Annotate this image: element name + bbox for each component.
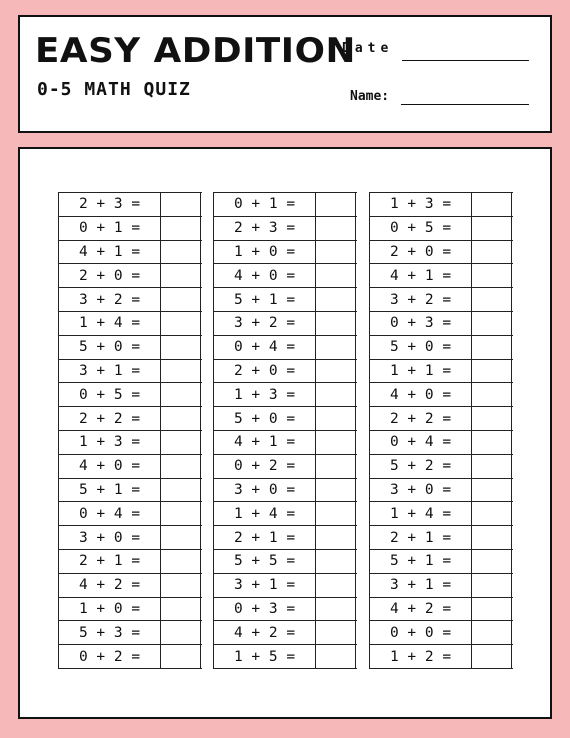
- problem-row: [370, 502, 513, 526]
- answer-box[interactable]: [472, 288, 512, 311]
- problem-row: [59, 621, 202, 645]
- answer-box[interactable]: [161, 407, 201, 430]
- problem-column-2: [213, 192, 357, 669]
- answer-box[interactable]: [161, 574, 201, 597]
- problem-text: 4 + 2 =: [370, 598, 472, 621]
- date-label: Date: [342, 41, 394, 56]
- problem-row: [59, 288, 202, 312]
- problem-row: [59, 336, 202, 360]
- problem-row: [59, 312, 202, 336]
- problem-text: 0 + 1 =: [59, 217, 161, 240]
- header-panel: [18, 15, 552, 133]
- problem-text: 0 + 3 =: [370, 312, 472, 335]
- problem-text: 0 + 3 =: [214, 598, 316, 621]
- problem-row: [59, 193, 202, 217]
- problem-row: [59, 431, 202, 455]
- problem-text: 2 + 0 =: [214, 360, 316, 383]
- answer-box[interactable]: [161, 360, 201, 383]
- answer-box[interactable]: [316, 598, 356, 621]
- problem-row: [214, 360, 357, 384]
- problem-row: [59, 574, 202, 598]
- problem-row: [370, 288, 513, 312]
- problem-row: [370, 550, 513, 574]
- problem-text: 4 + 0 =: [214, 264, 316, 287]
- problem-row: [59, 407, 202, 431]
- answer-box[interactable]: [472, 312, 512, 335]
- problem-text: 5 + 2 =: [370, 455, 472, 478]
- date-line[interactable]: [402, 60, 529, 61]
- problem-text: 4 + 2 =: [214, 621, 316, 644]
- answer-box[interactable]: [472, 479, 512, 502]
- problem-row: [214, 288, 357, 312]
- answer-box[interactable]: [472, 598, 512, 621]
- problem-text: 3 + 1 =: [370, 574, 472, 597]
- answer-box[interactable]: [316, 431, 356, 454]
- problem-row: [214, 193, 357, 217]
- problem-row: [370, 407, 513, 431]
- answer-box[interactable]: [161, 288, 201, 311]
- name-label: Name:: [350, 89, 390, 104]
- answer-box[interactable]: [161, 479, 201, 502]
- answer-box[interactable]: [161, 336, 201, 359]
- problem-row: [214, 455, 357, 479]
- problem-row: [59, 479, 202, 503]
- problem-row: [370, 383, 513, 407]
- answer-box[interactable]: [472, 502, 512, 525]
- answer-box[interactable]: [161, 645, 201, 668]
- problem-row: [370, 526, 513, 550]
- answer-box[interactable]: [316, 217, 356, 240]
- problem-text: 0 + 1 =: [214, 193, 316, 216]
- answer-box[interactable]: [316, 336, 356, 359]
- answer-box[interactable]: [472, 526, 512, 549]
- problem-text: 0 + 5 =: [59, 383, 161, 406]
- problem-row: [214, 574, 357, 598]
- answer-box[interactable]: [161, 598, 201, 621]
- problem-text: 4 + 2 =: [59, 574, 161, 597]
- answer-box[interactable]: [472, 431, 512, 454]
- problem-row: [370, 360, 513, 384]
- problem-row: [59, 264, 202, 288]
- answer-box[interactable]: [316, 621, 356, 644]
- problem-row: [59, 550, 202, 574]
- answer-box[interactable]: [316, 383, 356, 406]
- problem-text: 3 + 0 =: [214, 479, 316, 502]
- answer-box[interactable]: [161, 312, 201, 335]
- problem-row: [214, 621, 357, 645]
- problem-text: 2 + 1 =: [370, 526, 472, 549]
- problem-text: 5 + 1 =: [370, 550, 472, 573]
- answer-box[interactable]: [316, 264, 356, 287]
- problem-row: [370, 645, 513, 669]
- problem-text: 3 + 1 =: [59, 360, 161, 383]
- problem-row: [214, 479, 357, 503]
- problem-text: 5 + 1 =: [59, 479, 161, 502]
- answer-box[interactable]: [316, 288, 356, 311]
- problem-text: 1 + 0 =: [214, 241, 316, 264]
- answer-box[interactable]: [472, 645, 512, 668]
- answer-box[interactable]: [316, 645, 356, 668]
- answer-box[interactable]: [161, 217, 201, 240]
- problem-row: [370, 241, 513, 265]
- problem-row: [214, 241, 357, 265]
- problem-row: [214, 336, 357, 360]
- answer-box[interactable]: [472, 407, 512, 430]
- problem-text: 1 + 3 =: [370, 193, 472, 216]
- problem-text: 1 + 4 =: [370, 502, 472, 525]
- problem-text: 1 + 4 =: [59, 312, 161, 335]
- answer-box[interactable]: [316, 479, 356, 502]
- answer-box[interactable]: [161, 193, 201, 216]
- answer-box[interactable]: [472, 383, 512, 406]
- problem-text: 1 + 4 =: [214, 502, 316, 525]
- problem-text: 2 + 3 =: [59, 193, 161, 216]
- answer-box[interactable]: [472, 574, 512, 597]
- problem-row: [59, 241, 202, 265]
- answer-box[interactable]: [161, 455, 201, 478]
- problem-text: 0 + 2 =: [59, 645, 161, 668]
- answer-box[interactable]: [161, 241, 201, 264]
- problem-row: [59, 360, 202, 384]
- problem-text: 5 + 1 =: [214, 288, 316, 311]
- problem-text: 3 + 2 =: [59, 288, 161, 311]
- problem-text: 4 + 1 =: [214, 431, 316, 454]
- problem-text: 4 + 1 =: [59, 241, 161, 264]
- problem-row: [370, 264, 513, 288]
- problem-row: [214, 502, 357, 526]
- problem-text: 2 + 2 =: [59, 407, 161, 430]
- answer-box[interactable]: [472, 241, 512, 264]
- answer-box[interactable]: [161, 431, 201, 454]
- answer-box[interactable]: [472, 217, 512, 240]
- problem-text: 3 + 0 =: [370, 479, 472, 502]
- answer-box[interactable]: [472, 455, 512, 478]
- quiz-panel: [18, 147, 552, 719]
- problem-text: 5 + 3 =: [59, 621, 161, 644]
- answer-box[interactable]: [316, 360, 356, 383]
- answer-box[interactable]: [472, 264, 512, 287]
- answer-box[interactable]: [161, 502, 201, 525]
- answer-box[interactable]: [161, 383, 201, 406]
- problem-text: 3 + 1 =: [214, 574, 316, 597]
- problem-row: [214, 217, 357, 241]
- problem-text: 1 + 3 =: [214, 383, 316, 406]
- problem-row: [214, 645, 357, 669]
- answer-box[interactable]: [161, 621, 201, 644]
- problem-row: [370, 336, 513, 360]
- problem-text: 1 + 5 =: [214, 645, 316, 668]
- answer-box[interactable]: [316, 455, 356, 478]
- problem-row: [59, 383, 202, 407]
- problem-row: [370, 217, 513, 241]
- answer-box[interactable]: [316, 526, 356, 549]
- problem-row: [59, 502, 202, 526]
- problem-text: 2 + 3 =: [214, 217, 316, 240]
- problem-row: [370, 479, 513, 503]
- problem-text: 2 + 1 =: [214, 526, 316, 549]
- problem-text: 1 + 3 =: [59, 431, 161, 454]
- answer-box[interactable]: [472, 360, 512, 383]
- problem-row: [214, 383, 357, 407]
- problem-text: 2 + 1 =: [59, 550, 161, 573]
- problem-text: 3 + 2 =: [214, 312, 316, 335]
- problem-row: [214, 550, 357, 574]
- problem-row: [59, 455, 202, 479]
- problem-text: 0 + 4 =: [370, 431, 472, 454]
- answer-box[interactable]: [472, 193, 512, 216]
- answer-box[interactable]: [316, 502, 356, 525]
- problem-text: 4 + 0 =: [370, 383, 472, 406]
- problem-row: [214, 407, 357, 431]
- answer-box[interactable]: [161, 526, 201, 549]
- problem-text: 0 + 2 =: [214, 455, 316, 478]
- problem-column-1: [58, 192, 202, 669]
- answer-box[interactable]: [472, 336, 512, 359]
- answer-box[interactable]: [316, 312, 356, 335]
- problem-row: [370, 455, 513, 479]
- problem-text: 0 + 4 =: [59, 502, 161, 525]
- problem-text: 0 + 5 =: [370, 217, 472, 240]
- problem-text: 0 + 0 =: [370, 621, 472, 644]
- problem-text: 4 + 1 =: [370, 264, 472, 287]
- problem-text: 3 + 0 =: [59, 526, 161, 549]
- problem-row: [370, 193, 513, 217]
- problem-row: [59, 645, 202, 669]
- problem-row: [370, 312, 513, 336]
- problem-column-3: [369, 192, 513, 669]
- problem-text: 2 + 2 =: [370, 407, 472, 430]
- name-line[interactable]: [401, 104, 529, 105]
- problem-text: 5 + 5 =: [214, 550, 316, 573]
- problem-row: [370, 574, 513, 598]
- problem-text: 3 + 2 =: [370, 288, 472, 311]
- problem-text: 1 + 1 =: [370, 360, 472, 383]
- problem-row: [214, 526, 357, 550]
- problem-row: [370, 621, 513, 645]
- problem-row: [370, 431, 513, 455]
- problem-text: 2 + 0 =: [59, 264, 161, 287]
- problem-text: 2 + 0 =: [370, 241, 472, 264]
- problem-text: 5 + 0 =: [370, 336, 472, 359]
- problem-text: 5 + 0 =: [59, 336, 161, 359]
- worksheet-subtitle: 0-5 MATH QUIZ: [37, 79, 191, 100]
- answer-box[interactable]: [316, 241, 356, 264]
- problem-text: 5 + 0 =: [214, 407, 316, 430]
- answer-box[interactable]: [316, 550, 356, 573]
- answer-box[interactable]: [472, 621, 512, 644]
- answer-box[interactable]: [472, 550, 512, 573]
- problem-row: [59, 598, 202, 622]
- answer-box[interactable]: [316, 574, 356, 597]
- answer-box[interactable]: [316, 193, 356, 216]
- problem-row: [59, 217, 202, 241]
- answer-box[interactable]: [161, 550, 201, 573]
- problem-text: 4 + 0 =: [59, 455, 161, 478]
- problem-row: [214, 312, 357, 336]
- problem-row: [59, 526, 202, 550]
- problem-row: [370, 598, 513, 622]
- answer-box[interactable]: [161, 264, 201, 287]
- problem-row: [214, 264, 357, 288]
- answer-box[interactable]: [316, 407, 356, 430]
- problem-row: [214, 598, 357, 622]
- worksheet-title: EASY ADDITION: [35, 31, 356, 71]
- problem-text: 1 + 2 =: [370, 645, 472, 668]
- problem-row: [214, 431, 357, 455]
- problem-text: 0 + 4 =: [214, 336, 316, 359]
- problem-text: 1 + 0 =: [59, 598, 161, 621]
